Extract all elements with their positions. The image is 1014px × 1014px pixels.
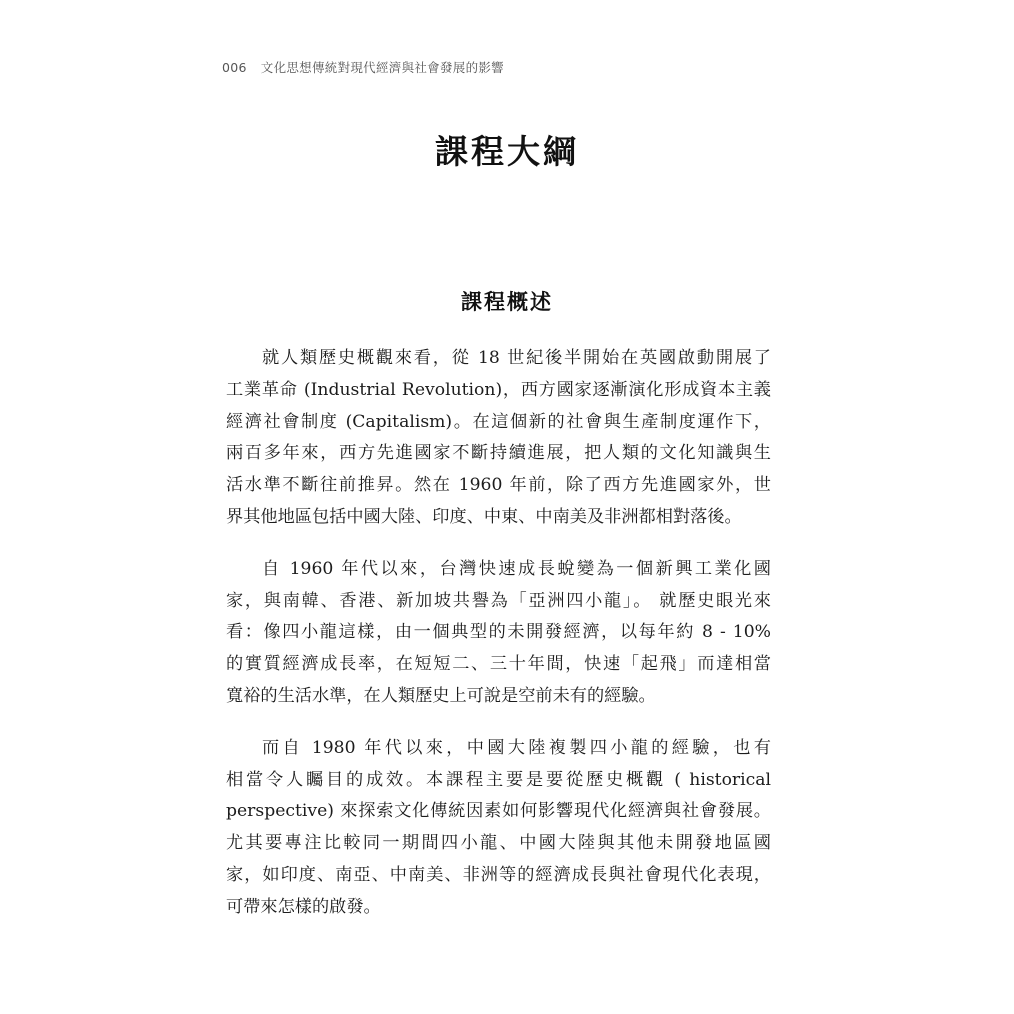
text-line: 自 1960 年代以來，台灣快速成長蛻變為一個新興工業化國: [262, 558, 771, 579]
section-title: 課程概述: [461, 289, 553, 314]
paragraph: [226, 554, 771, 713]
body-text: [226, 343, 771, 944]
text-line: 而自 1980 年代以來，中國大陸複製四小龍的經驗，也有: [262, 737, 771, 758]
text-line: 的實質經濟成長率，在短短二、三十年間，快速「起飛」而達相當: [226, 654, 771, 675]
text-line: 寬裕的生活水準，在人類歷史上可說是空前未有的經驗。: [226, 685, 656, 706]
text-line: 相當令人矚目的成效。本課程主要是要從歷史概觀 ( historical: [226, 769, 771, 790]
text-line: 兩百多年來，西方先進國家不斷持續進展，把人類的文化知識與生: [226, 443, 771, 464]
text-line: 界其他地區包括中國大陸、印度、中東、中南美及非洲都相對落後。: [226, 506, 742, 527]
paragraph: [226, 733, 771, 924]
running-header: [222, 58, 504, 76]
text-line: 活水準不斷往前推昇。然在 1960 年前，除了西方先進國家外，世: [226, 475, 771, 496]
page-number: 006: [222, 60, 247, 75]
text-line: 家，如印度、南亞、中南美、非洲等的經濟成長與社會現代化表現，: [226, 864, 771, 885]
text-line: 經濟社會制度 (Capitalism)。在這個新的社會與生產制度運作下，: [226, 411, 771, 432]
chapter-title: 課程大綱: [435, 132, 579, 171]
running-book-title: 文化思想傳統對現代經濟與社會發展的影響: [260, 60, 504, 75]
text-line: 尤其要專注比較同一期間四小龍、中國大陸與其他未開發地區國: [226, 833, 771, 854]
text-line: 家，與南韓、香港、新加坡共譽為「亞洲四小龍」。 就歷史眼光來: [226, 590, 771, 611]
paragraph: [226, 343, 771, 534]
text-line: 可帶來怎樣的啟發。: [226, 896, 381, 917]
text-line: perspective) 來探索文化傳統因素如何影響現代化經濟與社會發展。: [226, 801, 771, 822]
text-line: 看：像四小龍這樣，由一個典型的未開發經濟，以每年約 8 - 10%: [226, 622, 771, 643]
text-line: 就人類歷史概觀來看，從 18 世紀後半開始在英國啟動開展了: [262, 348, 771, 368]
text-line: 工業革命 (Industrial Revolution)，西方國家逐漸演化形成資本主義: [226, 379, 771, 400]
